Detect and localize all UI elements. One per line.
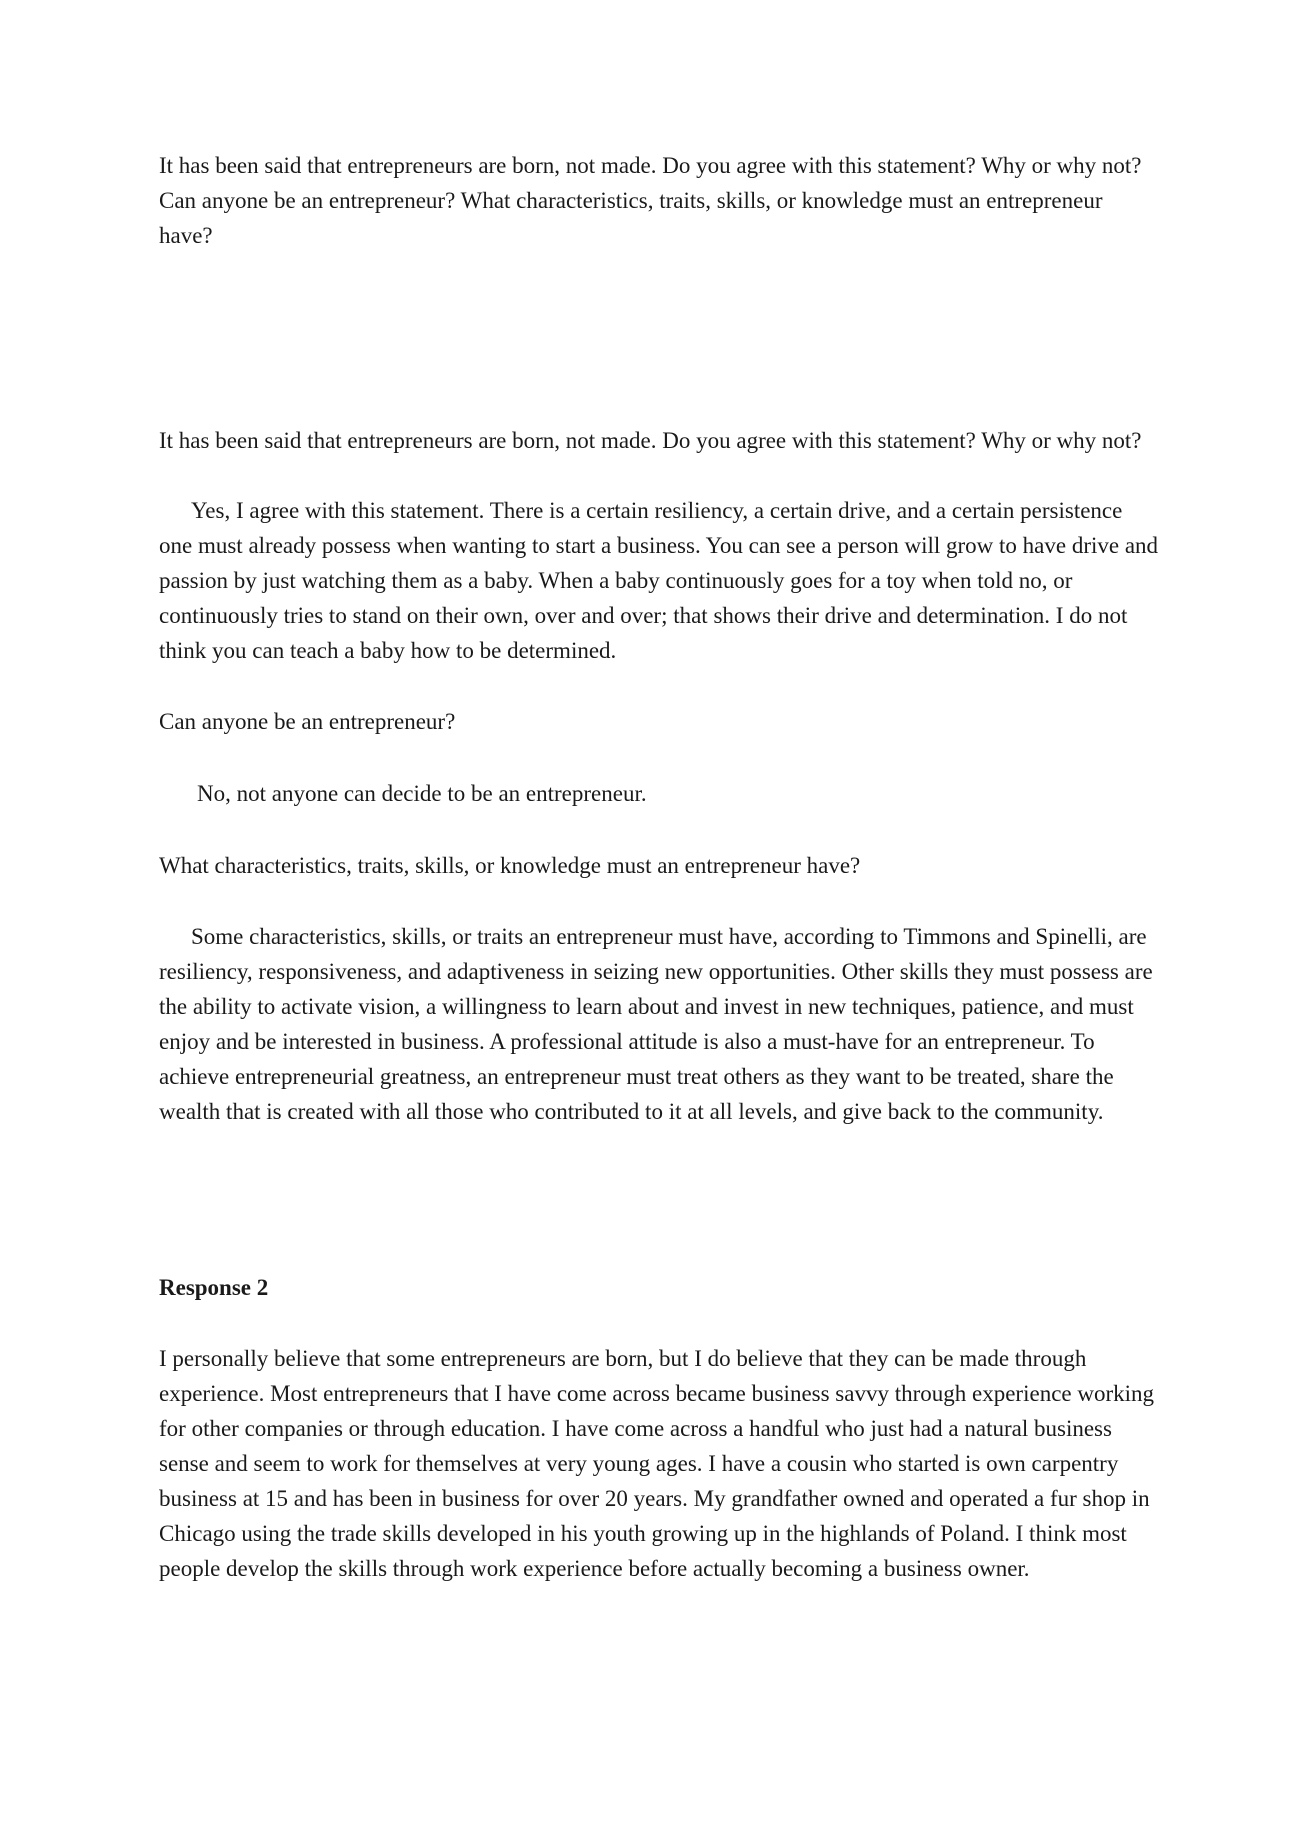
question-2: Can anyone be an entrepreneur? [159, 709, 456, 734]
response-2-body: I personally believe that some entrepreneurs are born, but I do believe that they can be made through experience. Most entrepreneurs that I have come across became business savvy through experience working for other companies or through education. I have come across a handful who just had a natural business sense and seem to work for themselves at very young ages. I have a cousin who started is own carpentry business at 15 and has been in business for over 20 years. My grandfather owned and operated a fur shop in Chicago using the trade skills developed in his youth growing up in the highlands of Poland. I think most people develop the skills through work experience before actually becoming a business owner. [159, 1346, 1155, 1581]
spacer [159, 1129, 1159, 1270]
question-3: What characteristics, traits, skills, or knowledge must an entrepreneur have? [159, 853, 861, 878]
spacer [159, 458, 1159, 493]
spacer [159, 668, 1159, 704]
answer-2: No, not anyone can decide to be an entrepreneur. [197, 781, 647, 806]
spacer [159, 253, 1159, 423]
spacer [159, 1305, 1159, 1341]
spacer [159, 811, 1159, 848]
spacer [159, 739, 1159, 776]
spacer [159, 883, 1159, 919]
question-1: It has been said that entrepreneurs are born, not made. Do you agree with this statement? Why or why not? [159, 428, 1142, 453]
response-2-heading: Response 2 [159, 1275, 269, 1300]
answer-1: Yes, I agree with this statement. There is a certain resiliency, a certain drive, and a certain persistence one must already possess when wanting to start a business. You can see a person will grow to have drive and passion by just watching them as a baby. When a baby continuously goes for a toy when told no, or continuously tries to stand on their own, over and over; that shows their drive and determination. I do not think you can teach a baby how to be determined. [159, 498, 1159, 663]
answer-3: Some characteristics, skills, or traits an entrepreneur must have, according to Timmons and Spinelli, are resiliency, responsiveness, and adaptiveness in seizing new opportunities. Other skills they must possess are the ability to activate vision, a willingness to learn about and invest in new techniques, patience, and must enjoy and be interested in business. A professional attitude is also a must-have for an entrepreneur. To achieve entrepreneurial greatness, an entrepreneur must treat others as they want to be treated, share the wealth that is created with all those who contributed to it at all levels, and give back to the community. [159, 924, 1153, 1124]
prompt-paragraph: It has been said that entrepreneurs are born, not made. Do you agree with this statement? Why or why not? Can anyone be an entrepreneur? What characteristics, traits, skills, or knowledge must an entrepreneur have? [159, 153, 1142, 248]
document-body [159, 148, 1159, 1586]
